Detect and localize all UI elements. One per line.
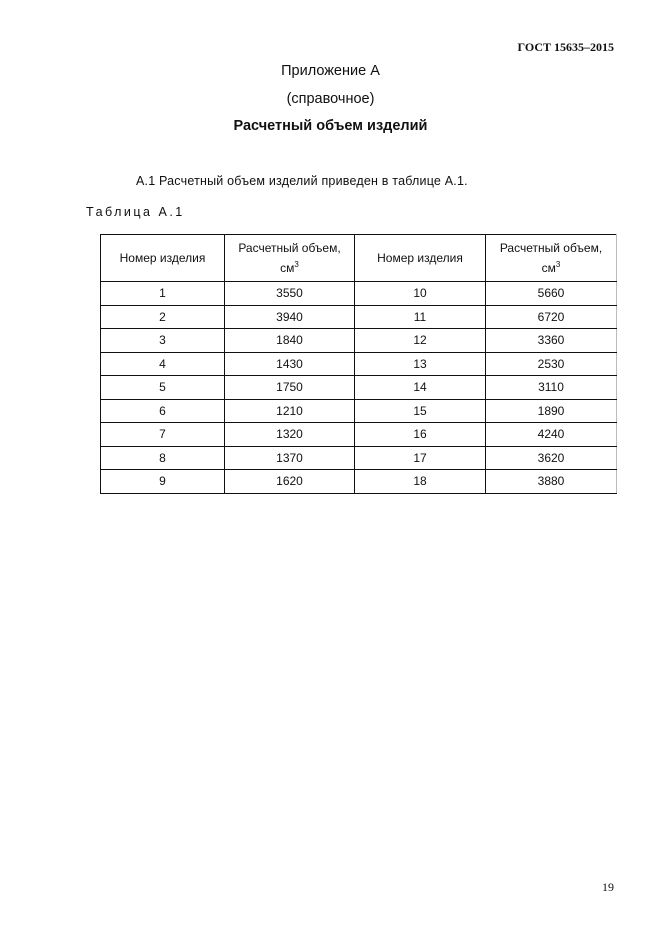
cell-item-number: 13	[355, 352, 486, 376]
table-row	[101, 305, 617, 329]
table-row	[101, 282, 617, 306]
cell-volume: 3880	[486, 470, 617, 494]
table-row	[101, 470, 617, 494]
cell-volume: 3620	[486, 446, 617, 470]
volume-table	[100, 234, 617, 494]
intro-paragraph: А.1 Расчетный объем изделий приведен в таблице А.1.	[136, 174, 468, 188]
header-volume-label: Расчетный объем,	[238, 241, 341, 255]
cell-volume: 1890	[486, 399, 617, 423]
annex-title: Приложение А	[281, 63, 380, 79]
cell-volume: 4240	[486, 423, 617, 447]
header-unit: см	[280, 261, 295, 275]
cell-volume: 1430	[225, 352, 355, 376]
header-volume-1	[225, 235, 355, 282]
annex-status: (справочное)	[286, 91, 375, 107]
cell-item-number: 3	[101, 329, 225, 353]
cell-item-number: 18	[355, 470, 486, 494]
annex-name: Расчетный объем изделий	[233, 118, 428, 134]
cell-item-number: 9	[101, 470, 225, 494]
cell-item-number: 8	[101, 446, 225, 470]
cell-item-number: 15	[355, 399, 486, 423]
table-caption: Таблица А.1	[86, 205, 185, 219]
cell-item-number: 11	[355, 305, 486, 329]
cell-item-number: 10	[355, 282, 486, 306]
table-row	[101, 329, 617, 353]
cell-volume: 6720	[486, 305, 617, 329]
cell-volume: 1620	[225, 470, 355, 494]
cell-volume: 3550	[225, 282, 355, 306]
cell-item-number: 5	[101, 376, 225, 400]
table-header-row	[101, 235, 617, 282]
table-row	[101, 446, 617, 470]
header-unit-exponent: 3	[555, 260, 561, 269]
cell-volume: 1370	[225, 446, 355, 470]
cell-item-number: 17	[355, 446, 486, 470]
header-unit-exponent: 3	[294, 260, 299, 269]
cell-volume: 3360	[486, 329, 617, 353]
cell-item-number: 2	[101, 305, 225, 329]
table-row	[101, 399, 617, 423]
header-unit: см	[541, 261, 556, 275]
header-item-number-2: Номер изделия	[355, 235, 486, 282]
cell-volume: 1750	[225, 376, 355, 400]
header-volume-2	[486, 235, 617, 282]
cell-volume: 1210	[225, 399, 355, 423]
cell-item-number: 1	[101, 282, 225, 306]
cell-item-number: 6	[101, 399, 225, 423]
volume-table-container	[100, 234, 616, 494]
page-number: 19	[602, 880, 614, 894]
cell-volume: 5660	[486, 282, 617, 306]
cell-item-number: 7	[101, 423, 225, 447]
cell-volume: 3110	[486, 376, 617, 400]
cell-item-number: 4	[101, 352, 225, 376]
header-volume-label: Расчетный объем,	[499, 241, 603, 255]
header-item-number-1: Номер изделия	[101, 235, 225, 282]
table-row	[101, 423, 617, 447]
cell-volume: 1840	[225, 329, 355, 353]
standard-header: ГОСТ 15635–2015	[517, 40, 614, 54]
cell-item-number: 14	[355, 376, 486, 400]
table-row	[101, 376, 617, 400]
cell-volume: 3940	[225, 305, 355, 329]
cell-volume: 1320	[225, 423, 355, 447]
cell-item-number: 12	[355, 329, 486, 353]
table-row	[101, 352, 617, 376]
cell-volume: 2530	[486, 352, 617, 376]
cell-item-number: 16	[355, 423, 486, 447]
